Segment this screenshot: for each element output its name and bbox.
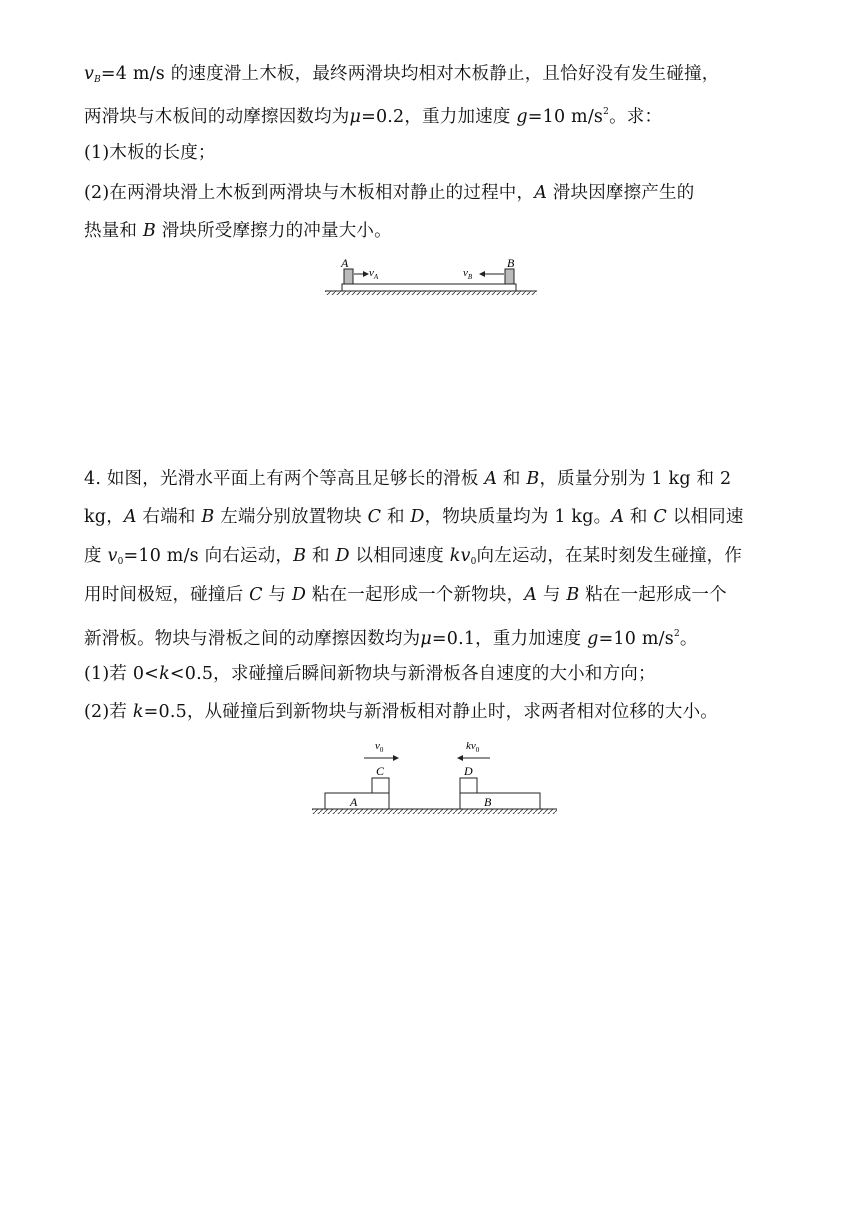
problem4-line2 bbox=[84, 505, 744, 529]
subscript: 0 bbox=[117, 557, 124, 567]
label-vA: $v_A$ bbox=[369, 267, 379, 281]
label-A: A bbox=[524, 585, 538, 605]
block-A bbox=[344, 269, 353, 284]
problem4-line5 bbox=[84, 622, 698, 651]
problem3-question2-line1 bbox=[84, 181, 694, 205]
text: kg， bbox=[84, 507, 124, 527]
text: 和 bbox=[306, 546, 336, 566]
problem4-line3 bbox=[84, 544, 742, 574]
text: 向左运动，在某时刻发生碰撞，作 bbox=[476, 546, 743, 566]
figure-label-B: B bbox=[484, 795, 492, 809]
figure-label-A: A bbox=[341, 256, 349, 270]
block-C bbox=[372, 778, 389, 793]
text: 。求： bbox=[609, 107, 663, 127]
figure-label-B: B bbox=[507, 256, 515, 270]
text: 用时间极短，碰撞后 bbox=[84, 585, 250, 605]
g-symbol: g bbox=[587, 629, 599, 649]
superscript: 2 bbox=[603, 107, 610, 117]
text: 新滑板。物块与滑板之间的动摩擦因数均为 bbox=[84, 629, 421, 649]
text: 以相同速 bbox=[667, 507, 744, 527]
problem3-question2-line2 bbox=[84, 219, 392, 243]
label-A: A bbox=[534, 183, 548, 203]
label-D: D bbox=[335, 546, 350, 566]
var-kv: kv bbox=[449, 546, 471, 566]
text: =0.1，重力加速度 bbox=[431, 629, 588, 649]
var-v: v bbox=[84, 64, 95, 84]
label-C: C bbox=[367, 507, 382, 527]
ground-hatch bbox=[325, 291, 537, 295]
label-B: B bbox=[142, 221, 156, 241]
problem3-question1: (1)木板的长度； bbox=[84, 143, 216, 163]
block-D bbox=[460, 778, 477, 793]
var-sub: B bbox=[94, 75, 101, 85]
value-text: =4 m/s bbox=[100, 64, 165, 84]
label-C: C bbox=[249, 585, 263, 605]
mu-symbol: μ bbox=[349, 107, 362, 127]
problem3-line2 bbox=[84, 100, 662, 129]
problem3-line1 bbox=[84, 62, 719, 92]
text: 。 bbox=[679, 629, 698, 649]
label-B: B bbox=[566, 585, 580, 605]
text: 度 bbox=[84, 546, 108, 566]
problem4-line1 bbox=[84, 467, 731, 491]
text: =10 m/s bbox=[527, 107, 604, 127]
ground-hatch bbox=[312, 809, 557, 814]
text: (1)若 0< bbox=[84, 664, 160, 684]
text: 和 bbox=[381, 507, 411, 527]
label-A: A bbox=[123, 507, 137, 527]
text: 与 bbox=[537, 585, 567, 605]
text: 与 bbox=[262, 585, 292, 605]
text: 和 bbox=[497, 469, 527, 489]
text: 4. 如图，光滑水平面上有两个等高且足够长的滑板 bbox=[84, 469, 485, 489]
text: ，质量分别为 1 kg 和 2 bbox=[539, 469, 732, 489]
board bbox=[342, 284, 516, 291]
text: =10 m/s 向右运动， bbox=[123, 546, 294, 566]
plate-B bbox=[460, 793, 540, 809]
text: 以相同速度 bbox=[349, 546, 450, 566]
block-B bbox=[505, 269, 514, 284]
figure-label-C: C bbox=[376, 764, 385, 778]
problem4-question2 bbox=[84, 700, 718, 724]
text: 的速度滑上木板，最终两滑块均相对木板静止，且恰好没有发生碰撞， bbox=[164, 64, 720, 84]
figure-label-D: D bbox=[464, 764, 473, 778]
text: 两滑块与木板间的动摩擦因数均为 bbox=[84, 107, 350, 127]
text: 粘在一起形成一个新物块， bbox=[306, 585, 525, 605]
label-D: D bbox=[410, 507, 425, 527]
var-v: v bbox=[107, 546, 118, 566]
label-D: D bbox=[291, 585, 307, 605]
figure-label-A: A bbox=[350, 795, 358, 809]
var-k: k bbox=[132, 702, 144, 722]
label-A: A bbox=[611, 507, 625, 527]
text: =10 m/s bbox=[598, 629, 674, 649]
label-B: B bbox=[201, 507, 215, 527]
text: =0.2，重力加速度 bbox=[361, 107, 517, 127]
figure-board-two-blocks bbox=[0, 252, 860, 312]
text: 右端和 bbox=[136, 507, 202, 527]
text: 粘在一起形成一个 bbox=[579, 585, 727, 605]
g-symbol: g bbox=[516, 107, 528, 127]
var-k: k bbox=[159, 664, 170, 684]
problem4-question1 bbox=[84, 662, 656, 686]
text: (2)若 bbox=[84, 702, 133, 722]
superscript: 2 bbox=[673, 629, 680, 639]
text: 滑块所受摩擦力的冲量大小。 bbox=[155, 221, 392, 241]
label-C: C bbox=[653, 507, 667, 527]
text: 左端分别放置物块 bbox=[214, 507, 368, 527]
text: =0.5，从碰撞后到新物块与新滑板相对静止时，求两者相对位移的大小。 bbox=[143, 702, 718, 722]
problem4-line4 bbox=[84, 583, 727, 607]
label-vB: $v_B$ bbox=[463, 267, 473, 281]
text: ，物块质量均为 1 kg。 bbox=[424, 507, 612, 527]
mu-symbol: μ bbox=[420, 629, 432, 649]
text: 热量和 bbox=[84, 221, 143, 241]
text: 和 bbox=[624, 507, 654, 527]
text: 滑块因摩擦产生的 bbox=[547, 183, 695, 203]
subscript: 0 bbox=[470, 557, 477, 567]
figure-two-plates-two-blocks bbox=[0, 732, 860, 822]
label-A: A bbox=[484, 469, 498, 489]
text: <0.5，求碰撞后瞬间新物块与新滑板各自速度的大小和方向； bbox=[169, 664, 656, 684]
text: (2)在两滑块滑上木板到两滑块与木板相对静止的过程中， bbox=[84, 183, 535, 203]
label-B: B bbox=[526, 469, 540, 489]
label-v0: $v_0$ bbox=[375, 740, 384, 754]
label-B: B bbox=[293, 546, 307, 566]
label-kv0: $kv_0$ bbox=[466, 740, 480, 754]
